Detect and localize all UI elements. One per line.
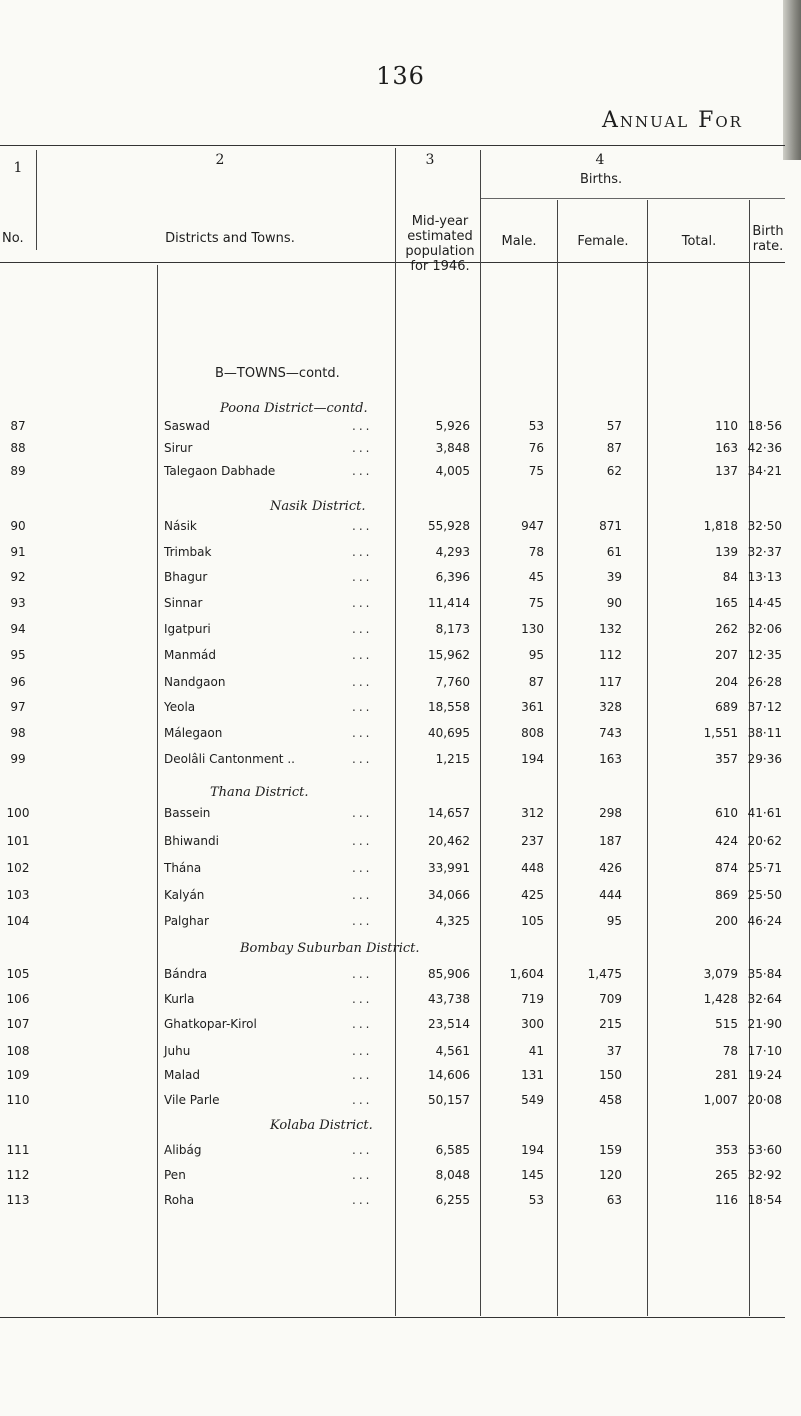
table-row xyxy=(0,914,801,934)
population-value: 15,962 xyxy=(428,648,470,662)
male-births: 194 xyxy=(521,752,544,766)
male-births: 41 xyxy=(528,1044,544,1058)
row-number: 90 xyxy=(10,519,26,533)
leader-dots: ... xyxy=(352,726,373,740)
female-births: 298 xyxy=(599,806,622,820)
male-births: 105 xyxy=(521,914,544,928)
leader-dots: ... xyxy=(352,700,373,714)
male-births: 947 xyxy=(521,519,544,533)
row-number: 95 xyxy=(10,648,26,662)
male-births: 76 xyxy=(528,441,544,455)
total-births: 139 xyxy=(715,545,738,559)
page-number: 136 xyxy=(376,62,425,90)
total-births: 1,818 xyxy=(703,519,738,533)
town-name: Juhu xyxy=(164,1044,191,1058)
leader-dots: ... xyxy=(352,419,373,433)
table-row xyxy=(0,1193,801,1213)
row-number: 88 xyxy=(10,441,26,455)
birth-rate-value: 53·60 xyxy=(747,1143,782,1157)
leader-dots: ... xyxy=(352,861,373,875)
female-births: 215 xyxy=(599,1017,622,1031)
birth-rate-value: 46·24 xyxy=(747,914,782,928)
total-births: 874 xyxy=(715,861,738,875)
row-number: 92 xyxy=(10,570,26,584)
leader-dots: ... xyxy=(352,752,373,766)
town-name: Násik xyxy=(164,519,197,533)
table-row xyxy=(0,1093,801,1113)
total-births: 265 xyxy=(715,1168,738,1182)
birth-rate-value: 42·36 xyxy=(747,441,782,455)
birth-rate-value: 34·21 xyxy=(747,464,782,478)
population-value: 20,462 xyxy=(428,834,470,848)
male-births: 53 xyxy=(528,419,544,433)
town-name: Bándra xyxy=(164,967,208,981)
leader-dots: ... xyxy=(352,675,373,689)
district-subheading: Bombay Suburban District. xyxy=(240,941,420,956)
population-value: 8,048 xyxy=(435,1168,470,1182)
district-subheading: Poona District—contd. xyxy=(220,401,368,416)
table-row xyxy=(0,1168,801,1188)
birth-rate-header: Birth rate. xyxy=(752,224,784,254)
male-births: 549 xyxy=(521,1093,544,1107)
total-births: 207 xyxy=(715,648,738,662)
town-name: Roha xyxy=(164,1193,195,1207)
total-births: 84 xyxy=(722,570,738,584)
table-row xyxy=(0,441,801,461)
town-name: Yeola xyxy=(164,700,196,714)
leader-dots: ... xyxy=(352,1193,373,1207)
female-births: 444 xyxy=(599,888,622,902)
male-births: 130 xyxy=(521,622,544,636)
birth-rate-value: 32·64 xyxy=(747,992,782,1006)
table-row xyxy=(0,967,801,987)
total-births: 281 xyxy=(715,1068,738,1082)
row-number: 87 xyxy=(10,419,26,433)
population-value: 85,906 xyxy=(428,967,470,981)
male-births: 75 xyxy=(528,464,544,478)
column-number-4: 4 xyxy=(595,152,605,168)
population-header: Mid-year estimated population for 1946. xyxy=(405,214,475,274)
population-value: 4,325 xyxy=(435,914,470,928)
row-number: 96 xyxy=(10,675,26,689)
male-births: 1,604 xyxy=(509,967,544,981)
birth-rate-value: 37·12 xyxy=(747,700,782,714)
town-name: Vile Parle xyxy=(164,1093,220,1107)
female-births: 132 xyxy=(599,622,622,636)
header-bottom-rule xyxy=(0,262,785,263)
birth-rate-value: 21·90 xyxy=(747,1017,782,1031)
table-row xyxy=(0,1017,801,1037)
row-number: 111 xyxy=(6,1143,30,1157)
female-births: 112 xyxy=(599,648,622,662)
column-number-1: 1 xyxy=(13,160,23,176)
town-name: Igatpuri xyxy=(164,622,211,636)
population-value: 11,414 xyxy=(428,596,470,610)
birth-rate-value: 32·06 xyxy=(747,622,782,636)
male-births: 131 xyxy=(521,1068,544,1082)
total-births: 515 xyxy=(715,1017,738,1031)
population-value: 4,005 xyxy=(435,464,470,478)
birth-rate-value: 26·28 xyxy=(747,675,782,689)
town-name: Nandgaon xyxy=(164,675,226,689)
total-header: Total. xyxy=(681,234,717,249)
row-number: 89 xyxy=(10,464,26,478)
table-row xyxy=(0,1143,801,1163)
female-births: 150 xyxy=(599,1068,622,1082)
male-births: 75 xyxy=(528,596,544,610)
leader-dots: ... xyxy=(352,967,373,981)
leader-dots: ... xyxy=(352,1068,373,1082)
column-number-3: 3 xyxy=(425,152,435,168)
total-births: 163 xyxy=(715,441,738,455)
leader-dots: ... xyxy=(352,545,373,559)
population-value: 14,657 xyxy=(428,806,470,820)
table-row xyxy=(0,545,801,565)
town-name: Talegaon Dabhade xyxy=(164,464,276,478)
row-number: 98 xyxy=(10,726,26,740)
row-number: 108 xyxy=(6,1044,30,1058)
table-row xyxy=(0,992,801,1012)
birth-rate-value: 32·37 xyxy=(747,545,782,559)
row-number: 91 xyxy=(10,545,26,559)
row-number: 101 xyxy=(6,834,30,848)
population-value: 7,760 xyxy=(435,675,470,689)
row-number: 112 xyxy=(6,1168,30,1182)
population-value: 6,255 xyxy=(435,1193,470,1207)
male-births: 145 xyxy=(521,1168,544,1182)
female-births: 187 xyxy=(599,834,622,848)
female-births: 57 xyxy=(606,419,622,433)
table-row xyxy=(0,1068,801,1088)
town-name: Sirur xyxy=(164,441,193,455)
leader-dots: ... xyxy=(352,1017,373,1031)
birth-rate-value: 41·61 xyxy=(747,806,782,820)
row-number: 103 xyxy=(6,888,30,902)
total-births: 610 xyxy=(715,806,738,820)
male-births: 448 xyxy=(521,861,544,875)
leader-dots: ... xyxy=(352,914,373,928)
male-births: 95 xyxy=(528,648,544,662)
table-row xyxy=(0,726,801,746)
female-births: 117 xyxy=(599,675,622,689)
male-births: 312 xyxy=(521,806,544,820)
population-value: 55,928 xyxy=(428,519,470,533)
total-births: 1,007 xyxy=(703,1093,738,1107)
row-number: 105 xyxy=(6,967,30,981)
male-births: 87 xyxy=(528,675,544,689)
population-value: 18,558 xyxy=(428,700,470,714)
male-births: 53 xyxy=(528,1193,544,1207)
row-number: 94 xyxy=(10,622,26,636)
total-births: 424 xyxy=(715,834,738,848)
population-value: 4,293 xyxy=(435,545,470,559)
leader-dots: ... xyxy=(352,992,373,1006)
female-births: 743 xyxy=(599,726,622,740)
birth-rate-value: 14·45 xyxy=(747,596,782,610)
table-row xyxy=(0,888,801,908)
leader-dots: ... xyxy=(352,834,373,848)
total-births: 1,551 xyxy=(703,726,738,740)
total-births: 353 xyxy=(715,1143,738,1157)
population-value: 5,926 xyxy=(435,419,470,433)
table-row xyxy=(0,700,801,720)
total-births: 204 xyxy=(715,675,738,689)
town-name: Bhagur xyxy=(164,570,208,584)
no-header: No. xyxy=(2,231,24,246)
male-births: 194 xyxy=(521,1143,544,1157)
table-row xyxy=(0,622,801,642)
population-value: 23,514 xyxy=(428,1017,470,1031)
leader-dots: ... xyxy=(352,519,373,533)
female-births: 163 xyxy=(599,752,622,766)
town-name: Deolâli Cantonment .. xyxy=(164,752,295,766)
population-value: 4,561 xyxy=(435,1044,470,1058)
table-top-rule xyxy=(0,145,785,146)
female-births: 1,475 xyxy=(587,967,622,981)
male-births: 45 xyxy=(528,570,544,584)
town-name: Pen xyxy=(164,1168,186,1182)
population-value: 14,606 xyxy=(428,1068,470,1082)
town-name: Palghar xyxy=(164,914,209,928)
district-subheading: Nasik District. xyxy=(270,499,366,514)
birth-rate-value: 13·13 xyxy=(747,570,782,584)
districts-header: Districts and Towns. xyxy=(165,231,295,246)
town-name: Bassein xyxy=(164,806,211,820)
table-row xyxy=(0,519,801,539)
total-births: 357 xyxy=(715,752,738,766)
male-births: 425 xyxy=(521,888,544,902)
population-value: 3,848 xyxy=(435,441,470,455)
section-title: B—TOWNS—contd. xyxy=(215,366,340,381)
town-name: Alibág xyxy=(164,1143,202,1157)
female-births: 39 xyxy=(606,570,622,584)
population-value: 6,585 xyxy=(435,1143,470,1157)
leader-dots: ... xyxy=(352,596,373,610)
table-row xyxy=(0,596,801,616)
running-head: Annual For xyxy=(602,108,743,133)
female-births: 120 xyxy=(599,1168,622,1182)
total-births: 110 xyxy=(715,419,738,433)
birth-rate-value: 19·24 xyxy=(747,1068,782,1082)
population-value: 1,215 xyxy=(435,752,470,766)
town-name: Trimbak xyxy=(164,545,212,559)
leader-dots: ... xyxy=(352,464,373,478)
male-births: 237 xyxy=(521,834,544,848)
female-header: Female. xyxy=(577,234,629,249)
leader-dots: ... xyxy=(352,1143,373,1157)
birth-rate-value: 20·08 xyxy=(747,1093,782,1107)
leader-dots: ... xyxy=(352,648,373,662)
leader-dots: ... xyxy=(352,1044,373,1058)
female-births: 62 xyxy=(606,464,622,478)
town-name: Kurla xyxy=(164,992,195,1006)
births-header: Births. xyxy=(580,172,623,187)
population-value: 50,157 xyxy=(428,1093,470,1107)
female-births: 63 xyxy=(606,1193,622,1207)
town-name: Malad xyxy=(164,1068,201,1082)
table-bottom-rule xyxy=(0,1317,785,1318)
town-name: Málegaon xyxy=(164,726,223,740)
total-births: 262 xyxy=(715,622,738,636)
male-births: 361 xyxy=(521,700,544,714)
female-births: 159 xyxy=(599,1143,622,1157)
column-number-2: 2 xyxy=(215,152,225,168)
birth-rate-value: 17·10 xyxy=(747,1044,782,1058)
birth-rate-value: 32·92 xyxy=(747,1168,782,1182)
row-number: 104 xyxy=(6,914,30,928)
total-births: 137 xyxy=(715,464,738,478)
town-name: Saswad xyxy=(164,419,211,433)
table-row xyxy=(0,834,801,854)
leader-dots: ... xyxy=(352,888,373,902)
population-value: 40,695 xyxy=(428,726,470,740)
table-row xyxy=(0,570,801,590)
town-name: Thána xyxy=(164,861,202,875)
birth-rate-value: 20·62 xyxy=(747,834,782,848)
birth-rate-value: 32·50 xyxy=(747,519,782,533)
population-value: 8,173 xyxy=(435,622,470,636)
table-row xyxy=(0,464,801,484)
row-number: 113 xyxy=(6,1193,30,1207)
col-rule-1 xyxy=(36,150,37,250)
birth-rate-value: 29·36 xyxy=(747,752,782,766)
total-births: 3,079 xyxy=(703,967,738,981)
row-number: 107 xyxy=(6,1017,30,1031)
row-number: 93 xyxy=(10,596,26,610)
row-number: 102 xyxy=(6,861,30,875)
female-births: 328 xyxy=(599,700,622,714)
birth-rate-value: 35·84 xyxy=(747,967,782,981)
table-row xyxy=(0,675,801,695)
leader-dots: ... xyxy=(352,441,373,455)
row-number: 106 xyxy=(6,992,30,1006)
table-row xyxy=(0,806,801,826)
birth-rate-value: 38·11 xyxy=(747,726,782,740)
birth-rate-value: 12·35 xyxy=(747,648,782,662)
row-number: 100 xyxy=(6,806,30,820)
male-births: 300 xyxy=(521,1017,544,1031)
population-value: 34,066 xyxy=(428,888,470,902)
population-value: 33,991 xyxy=(428,861,470,875)
male-header: Male. xyxy=(501,234,537,249)
town-name: Bhiwandi xyxy=(164,834,219,848)
town-name: Manmád xyxy=(164,648,216,662)
total-births: 78 xyxy=(722,1044,738,1058)
table-row xyxy=(0,1044,801,1064)
female-births: 87 xyxy=(606,441,622,455)
leader-dots: ... xyxy=(352,806,373,820)
population-value: 43,738 xyxy=(428,992,470,1006)
births-subheader-rule xyxy=(480,198,785,199)
female-births: 95 xyxy=(606,914,622,928)
table-row xyxy=(0,648,801,668)
female-births: 426 xyxy=(599,861,622,875)
town-name: Ghatkopar-Kirol xyxy=(164,1017,257,1031)
district-subheading: Kolaba District. xyxy=(270,1118,373,1133)
table-row xyxy=(0,752,801,772)
male-births: 719 xyxy=(521,992,544,1006)
row-number: 99 xyxy=(10,752,26,766)
population-value: 6,396 xyxy=(435,570,470,584)
total-births: 165 xyxy=(715,596,738,610)
female-births: 871 xyxy=(599,519,622,533)
leader-dots: ... xyxy=(352,1093,373,1107)
leader-dots: ... xyxy=(352,1168,373,1182)
female-births: 37 xyxy=(606,1044,622,1058)
row-number: 97 xyxy=(10,700,26,714)
male-births: 808 xyxy=(521,726,544,740)
table-row xyxy=(0,419,801,439)
table-row xyxy=(0,861,801,881)
total-births: 116 xyxy=(715,1193,738,1207)
birth-rate-value: 25·50 xyxy=(747,888,782,902)
birth-rate-value: 18·56 xyxy=(747,419,782,433)
birth-rate-value: 18·54 xyxy=(747,1193,782,1207)
total-births: 200 xyxy=(715,914,738,928)
total-births: 1,428 xyxy=(703,992,738,1006)
birth-rate-value: 25·71 xyxy=(747,861,782,875)
town-name: Sinnar xyxy=(164,596,203,610)
leader-dots: ... xyxy=(352,570,373,584)
female-births: 458 xyxy=(599,1093,622,1107)
female-births: 61 xyxy=(606,545,622,559)
female-births: 90 xyxy=(606,596,622,610)
female-births: 709 xyxy=(599,992,622,1006)
town-name: Kalyán xyxy=(164,888,205,902)
male-births: 78 xyxy=(528,545,544,559)
total-births: 689 xyxy=(715,700,738,714)
leader-dots: ... xyxy=(352,622,373,636)
row-number: 109 xyxy=(6,1068,30,1082)
district-subheading: Thana District. xyxy=(210,785,309,800)
total-births: 869 xyxy=(715,888,738,902)
row-number: 110 xyxy=(6,1093,30,1107)
